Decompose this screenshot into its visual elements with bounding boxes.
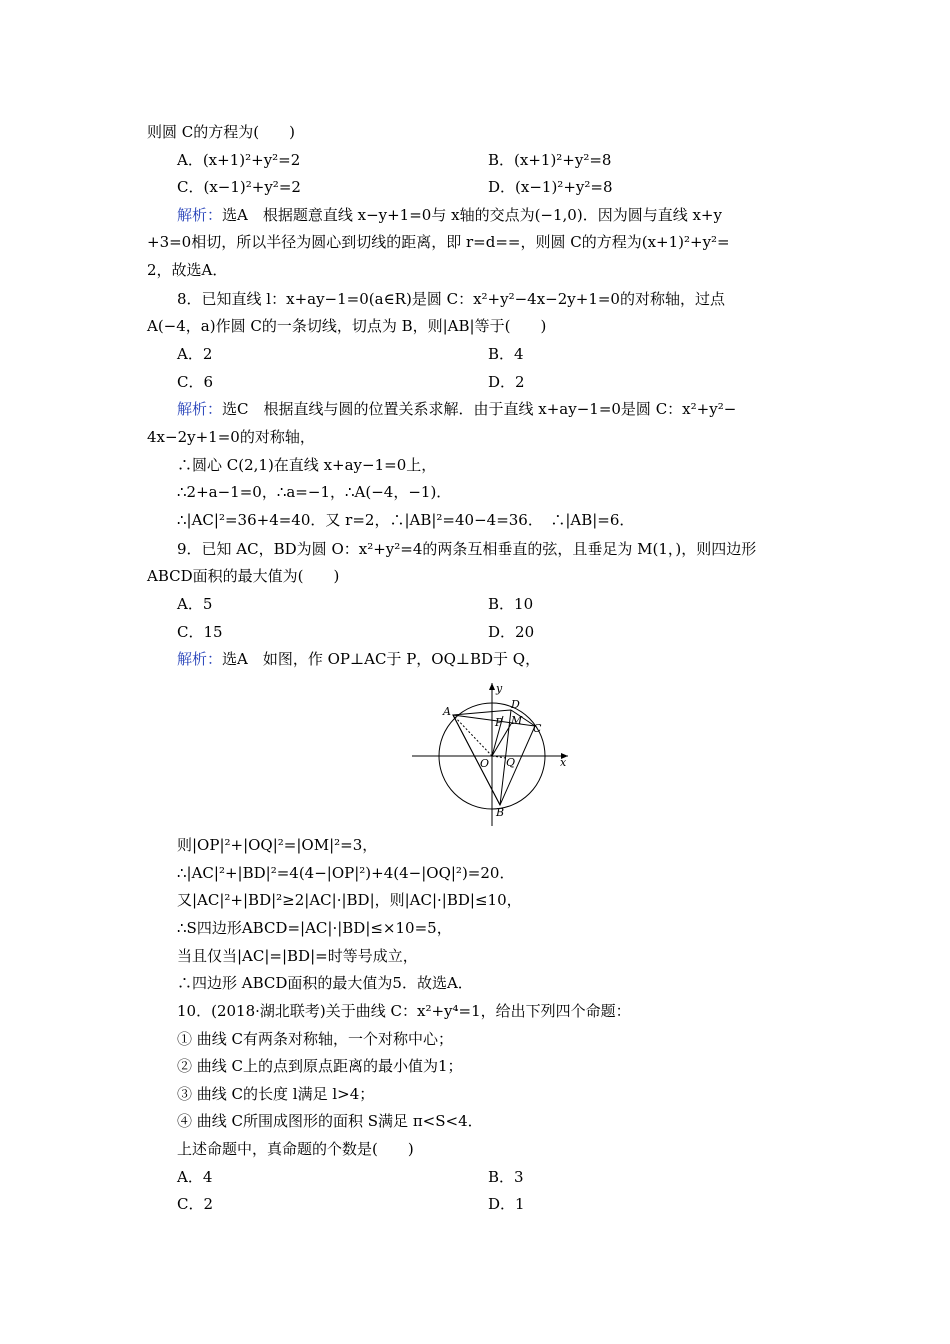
q8-solution-line-4: ∴2+a−1=0，∴a=−1，∴A(−4，−1)． (177, 483, 452, 501)
triangle-acb (453, 715, 535, 805)
q9-solution-line-6: 当且仅当|AC|=|BD|=时等号成立， (177, 947, 418, 965)
q8-solution-line-2: 4x−2y+1=0的对称轴， (147, 428, 315, 446)
y-axis-arrow (489, 683, 495, 690)
solution-label: 解析： (177, 206, 223, 224)
q7-option-d: D．(x−1)²+y²=8 (488, 178, 613, 196)
q9-solution-line-2: 则|OP|²+|OQ|²=|OM|²=3， (177, 836, 378, 854)
label-m: M (511, 714, 523, 727)
q8-option-a: A．2 (177, 345, 213, 363)
q9-option-c: C．15 (177, 623, 223, 641)
q9-option-a: A．5 (177, 595, 213, 613)
solution-label: 解析： (177, 400, 223, 418)
label-p: P (495, 716, 503, 729)
q8-option-c: C．6 (177, 373, 214, 391)
q10-question: 上述命题中，真命题的个数是( ) (177, 1140, 414, 1158)
q10-proposition-3: ③ 曲线 C的长度 l满足 l>4； (177, 1085, 375, 1103)
q7-option-b: B．(x+1)²+y²=8 (488, 151, 612, 169)
q7-option-c: C．(x−1)²+y²=2 (177, 178, 301, 196)
q10-stem: 10．(2018·湖北联考)关于曲线 C：x²+y⁴=1，给出下列四个命题： (177, 1002, 631, 1020)
circle-chord-figure (410, 680, 570, 830)
q7-solution-line-3: 2，故选A． (147, 261, 228, 279)
q9-solution-line-4: 又|AC|²+|BD|²≥2|AC|·|BD|，则|AC|·|BD|≤10， (177, 891, 522, 909)
segment-oa (453, 715, 492, 756)
q10-option-a: A．4 (177, 1168, 213, 1186)
q8-solution-line-3: ∴圆心 C(2,1)在直线 x+ay−1=0上， (177, 456, 437, 474)
segment-ab (453, 715, 500, 805)
solution-label: 解析： (177, 650, 223, 668)
label-a: A (443, 705, 451, 718)
q7-solution-line-1: 解析：选A 根据题意直线 x−y+1=0与 x轴的交点为(−1,0)．因为圆与直线 x+y (177, 206, 722, 224)
q10-option-d: D．1 (488, 1195, 525, 1213)
q10-proposition-1: ① 曲线 C有两条对称轴，一个对称中心； (177, 1030, 454, 1048)
label-q: Q (506, 756, 516, 769)
q10-option-b: B．3 (488, 1168, 524, 1186)
q9-solution-line-5: ∴S四边形ABCD=|AC|·|BD|≤×10=5， (177, 919, 452, 937)
q8-stem-line-1: 8．已知直线 l：x+ay−1=0(a∈R)是圆 C：x²+y²−4x−2y+1=0的对称轴，过点 (177, 290, 725, 308)
q7-stem-tail: 则圆 C的方程为( ) (147, 123, 295, 141)
q10-option-c: C．2 (177, 1195, 214, 1213)
q8-option-b: B．4 (488, 345, 524, 363)
q10-proposition-2: ② 曲线 C上的点到原点距离的最小值为1； (177, 1057, 463, 1075)
q8-solution-line-1: 解析：选C 根据直线与圆的位置关系求解．由于直线 x+ay−1=0是圆 C：x²+y²− (177, 400, 737, 418)
q10-proposition-4: ④ 曲线 C所围成图形的面积 S满足 π<S<4． (177, 1112, 483, 1130)
q7-option-a: A．(x+1)²+y²=2 (177, 151, 301, 169)
label-b: B (496, 806, 505, 819)
q9-solution-line-3: ∴|AC|²+|BD|²=4(4−|OP|²)+4(4−|OQ|²)=20． (177, 864, 515, 882)
q9-solution-line-1: 解析：选A 如图，作 OP⊥AC于 P，OQ⊥BD于 Q， (177, 650, 541, 668)
label-x: x (560, 756, 567, 769)
q7-solution-line-2: +3=0相切，所以半径为圆心到切线的距离，即 r=d==，则圆 C的方程为(x+1)²+y²= (147, 233, 730, 251)
label-o: O (480, 757, 490, 770)
q9-stem-line-2: ABCD面积的最大值为( ) (147, 567, 340, 585)
label-y: y (496, 682, 503, 695)
label-c: C (533, 722, 542, 735)
q9-stem-line-1: 9．已知 AC，BD为圆 O：x²+y²=4的两条互相垂直的弦，且垂足为 M(1，)，则四边形 (177, 540, 757, 558)
q9-option-b: B．10 (488, 595, 534, 613)
label-d: D (511, 698, 520, 711)
q8-stem-line-2: A(−4，a)作圆 C的一条切线，切点为 B，则|AB|等于( ) (147, 317, 547, 335)
q8-option-d: D．2 (488, 373, 525, 391)
q9-option-d: D．20 (488, 623, 535, 641)
q8-solution-line-5: ∴|AC|²=36+4=40．又 r=2，∴|AB|²=40−4=36． ∴|AB|=6． (177, 511, 635, 529)
q9-solution-line-7: ∴四边形 ABCD面积的最大值为5．故选A． (177, 974, 473, 992)
